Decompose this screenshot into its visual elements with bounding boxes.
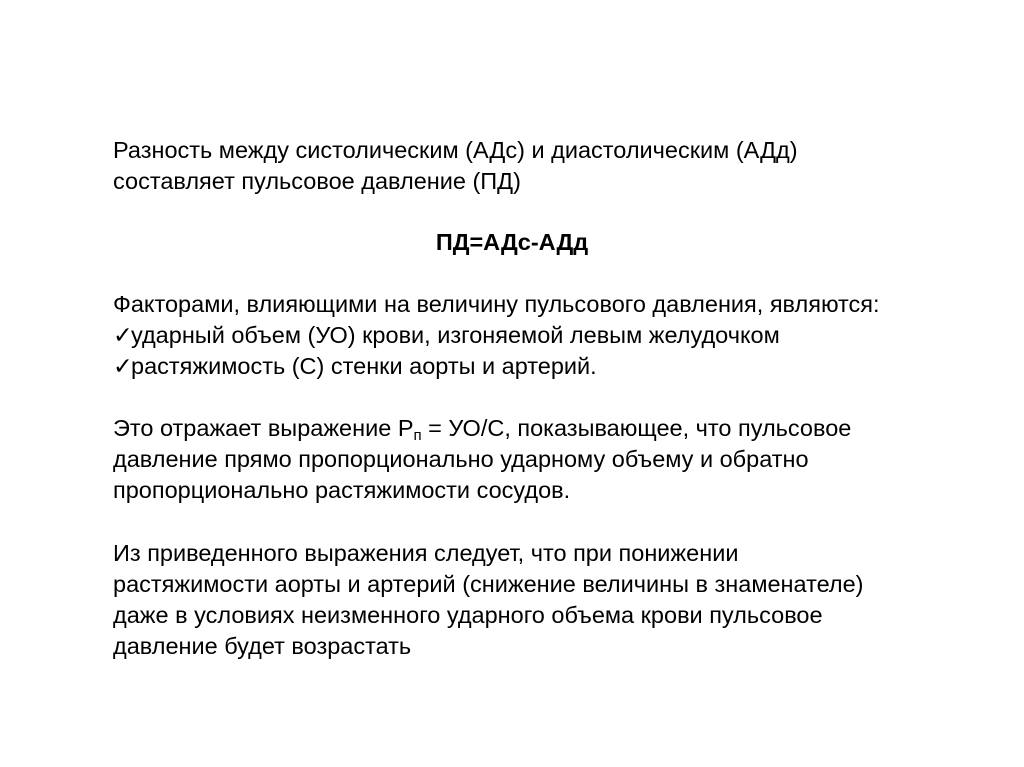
conclusion-line-2: растяжимости аорты и артерий (снижение величины в знаменателе) — [113, 571, 864, 597]
factor-item — [113, 320, 880, 351]
conclusion-paragraph — [113, 538, 863, 662]
expression-suffix: = УО/С, показывающее, что пульсовое — [421, 415, 852, 441]
factors-intro: Факторами, влияющими на величину пульсового давления, являются: — [113, 291, 880, 317]
factor-item-text: растяжимость (С) стенки аорты и артерий. — [131, 353, 597, 379]
conclusion-line-1: Из приведенного выражения следует, что при понижении — [113, 540, 739, 566]
intro-paragraph — [113, 135, 798, 197]
expression-line-2: давление прямо пропорционально ударному объему и обратно — [113, 446, 809, 472]
conclusion-line-4: давление будет возрастать — [113, 633, 412, 659]
factor-item — [113, 351, 880, 382]
intro-line-2: составляет пульсовое давление (ПД) — [113, 168, 521, 194]
checkmark-icon: ✓ — [113, 353, 133, 379]
formula: ПД=АДс-АДд — [435, 229, 589, 255]
checkmark-icon: ✓ — [113, 322, 133, 348]
expression-subscript: п — [413, 427, 422, 444]
conclusion-line-3: даже в условиях неизменного ударного объема крови пульсовое — [113, 602, 823, 628]
intro-line-1: Разность между систолическим (АДс) и диастолическим (АДд) — [113, 137, 798, 163]
expression-line-1 — [113, 413, 851, 444]
factor-item-text: ударный объем (УО) крови, изгоняемой левым желудочком — [131, 322, 780, 348]
expression-line-3: пропорционально растяжимости сосудов. — [113, 477, 571, 503]
expression-paragraph — [113, 413, 851, 506]
expression-prefix: Это отражает выражение Р — [113, 415, 414, 441]
factors-section — [113, 289, 880, 382]
